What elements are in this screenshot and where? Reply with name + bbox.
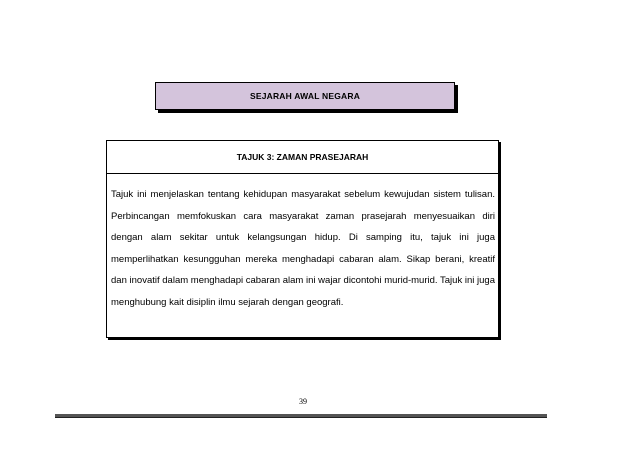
- topic-description: Tajuk ini menjelaskan tentang kehidupan masyarakat sebelum kewujudan sistem tulisan. Perbincangan memfokuskan cara masyarakat zaman prasejarah menyesuaikan diri dengan alam sekitar untuk kelangsungan hidup. Di samping itu, tajuk ini juga memperlihatkan kesungguhan mereka menghadapi cabaran alam. Sikap berani, kreatif dan inovatif dalam menghadapi cabaran alam ini wajar dicontohi murid-murid. Tajuk ini juga menghubung kait disiplin ilmu sejarah dengan geografi.: [111, 189, 495, 308]
- topic-title-row: [107, 141, 498, 174]
- section-title: SEJARAH AWAL NEGARA: [249, 91, 361, 101]
- page-number: 39: [299, 397, 307, 406]
- topic-title: TAJUK 3: ZAMAN PRASEJARAH: [236, 152, 369, 162]
- footer-divider: [55, 414, 547, 418]
- section-header-box: [155, 82, 455, 110]
- topic-box: [106, 140, 499, 338]
